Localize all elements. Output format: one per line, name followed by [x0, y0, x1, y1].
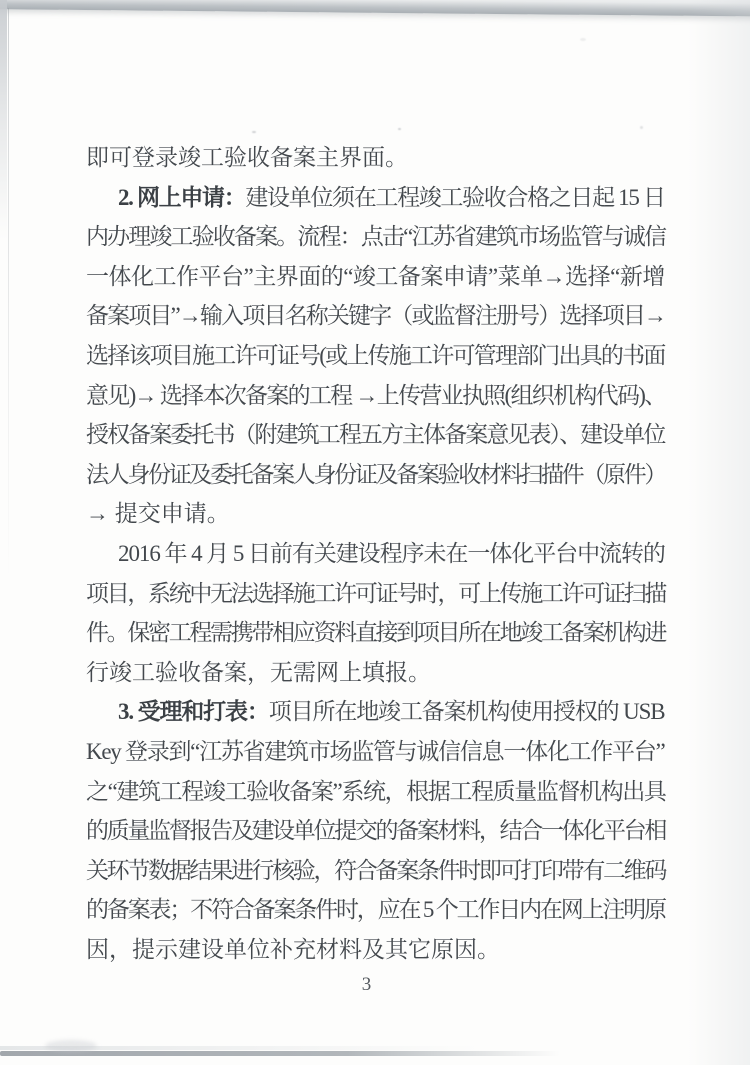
- text-line: [86, 376, 665, 416]
- text-line: [86, 772, 665, 812]
- scan-speck: [640, 126, 643, 129]
- text-segment: 内办理竣工验收备案。流程：点击“江苏省建筑市场监管与诚信: [86, 224, 666, 250]
- text-segment: 选择该项目施工许可证号(或上传施工许可管理部门出具的书面: [86, 342, 665, 368]
- text-segment: 项目，系统中无法选择施工许可证号时，可上传施工许可证扫描: [86, 580, 666, 606]
- text-segment: 一体化工作平台”主界面的“竣工备案申请”菜单→选择“新增: [86, 263, 665, 289]
- bold-label: 3. 受理和打表：: [118, 699, 269, 725]
- scan-edge-left: [0, 0, 7, 240]
- text-line: [86, 930, 665, 970]
- text-segment: 的备案表；不符合备案条件时，应在 5 个工作日内在网上注明原: [86, 897, 665, 923]
- text-line: [86, 574, 665, 614]
- text-segment: 关环节数据结果进行核验，符合备案条件时即可打印带有二维码: [86, 857, 666, 883]
- document-text: [86, 138, 665, 969]
- text-line: [86, 890, 665, 930]
- text-segment: 备案项目”→输入项目名称关键字（或监督注册号）选择项目→: [86, 303, 666, 329]
- text-segment: 件。保密工程需携带相应资料直接到项目所在地竣工备案机构进: [86, 620, 666, 646]
- text-line: [86, 455, 665, 495]
- text-line: [86, 138, 665, 178]
- text-segment: 即可登录竣工验收备案主界面。: [86, 145, 408, 170]
- text-segment: 因，提示建设单位补充材料及其它原因。: [86, 936, 500, 962]
- text-segment: 项目所在地竣工备案机构使用授权的 USB: [268, 699, 665, 725]
- text-line: [86, 613, 665, 653]
- text-segment: 之“建筑工程竣工验收备案”系统，根据工程质量监督机构出具: [86, 778, 666, 804]
- text-line: [86, 534, 665, 574]
- scan-strip-bottom: [0, 1051, 560, 1056]
- text-line: [86, 257, 665, 297]
- text-line: [86, 415, 665, 455]
- text-line: [86, 692, 665, 732]
- text-line: [86, 178, 665, 218]
- scan-shade-right: [688, 0, 750, 1065]
- text-line: [86, 494, 665, 534]
- text-segment: 授权备案委托书（附建筑工程五方主体备案意见表）、建设单位: [86, 422, 665, 448]
- scan-speck: [580, 38, 586, 41]
- text-segment: Key 登录到“江苏省建筑市场监管与诚信信息一体化工作平台”: [86, 738, 665, 764]
- text-line: [86, 336, 665, 376]
- scan-speck: [252, 131, 256, 133]
- text-segment: 行竣工验收备案，无需网上填报。: [86, 659, 431, 685]
- page-number: 3: [361, 974, 373, 995]
- text-line: [86, 296, 665, 336]
- text-line: [86, 217, 665, 257]
- bold-label: 2. 网上申请：: [118, 184, 246, 210]
- text-line: [86, 653, 665, 693]
- text-segment: → 提交申请。: [86, 501, 230, 527]
- paper-fold-line: [8, 8, 9, 578]
- text-line: [86, 732, 665, 772]
- scan-smudge: [45, 1040, 97, 1052]
- scan-speck: [398, 128, 401, 130]
- scan-edge-top: [0, 0, 750, 17]
- text-segment: 2016 年 4 月 5 日前有关建设程序未在一体化平台中流转的: [118, 540, 665, 566]
- text-line: [86, 811, 665, 851]
- text-segment: 建设单位须在工程竣工验收合格之日起 15 日: [245, 184, 665, 210]
- text-segment: 的质量监督报告及建设单位提交的备案材料，结合一体化平台相: [86, 818, 666, 844]
- text-segment: 法人身份证及委托备案人身份证及备案验收材料扫描件（原件）: [86, 461, 666, 487]
- text-line: [86, 851, 665, 891]
- text-segment: 意见)→ 选择本次备案的工程 →上传营业执照(组织机构代码)、: [86, 382, 666, 408]
